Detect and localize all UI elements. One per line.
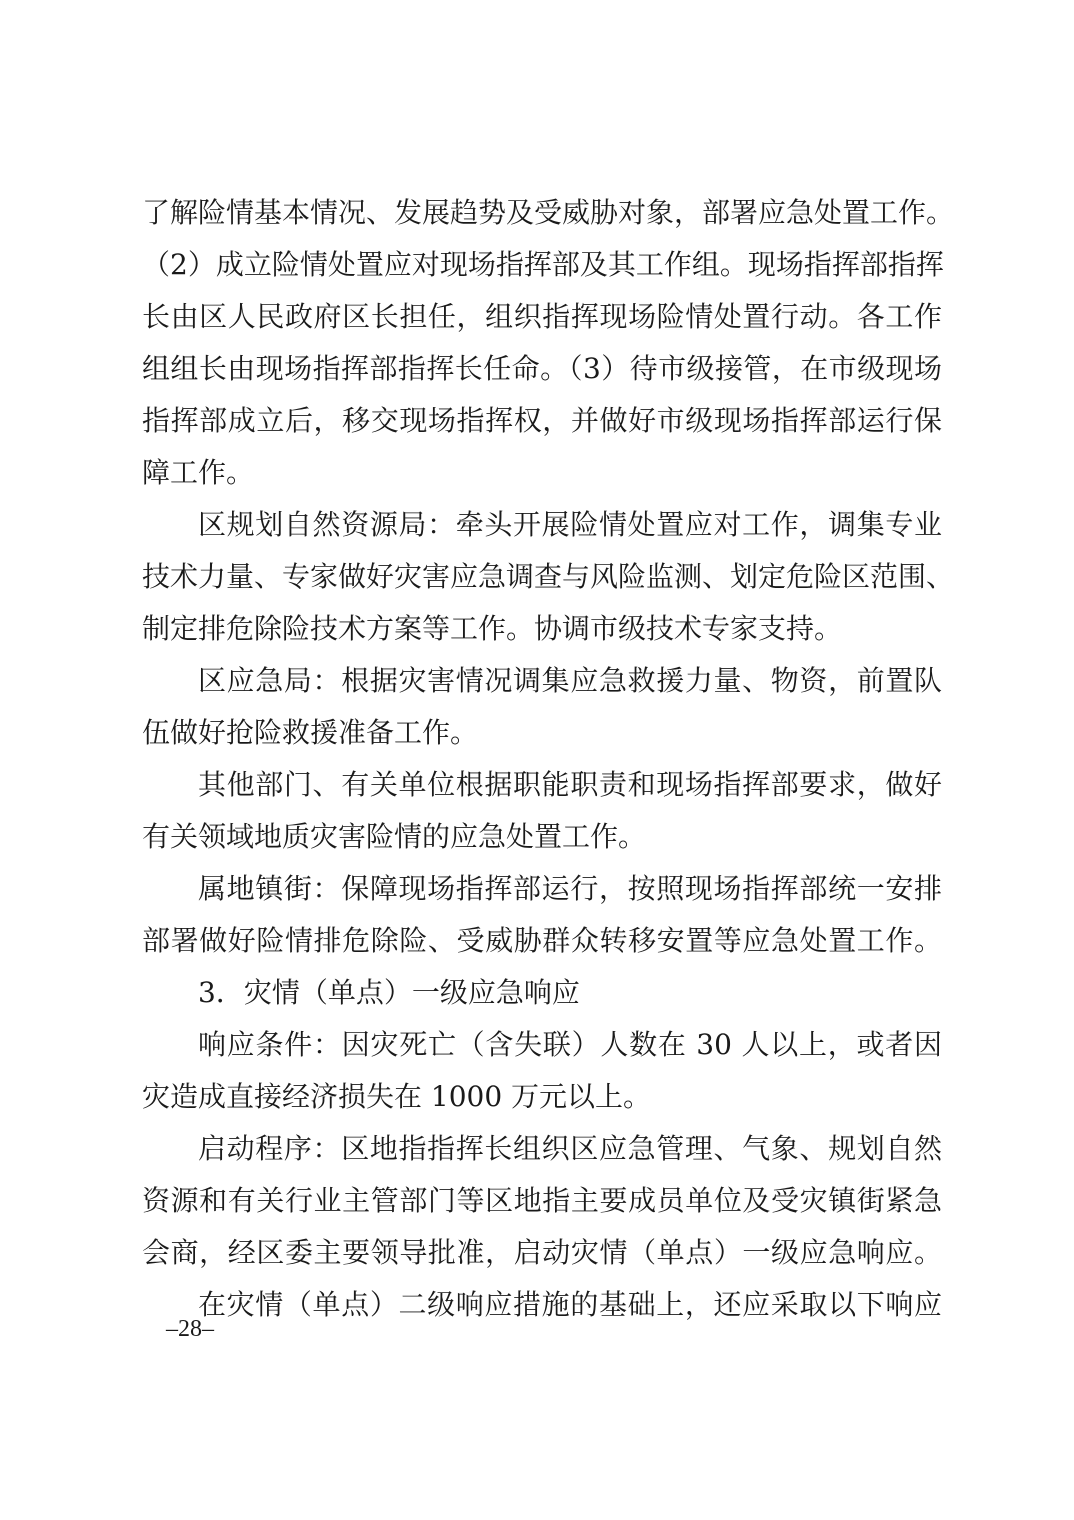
- text-line: 障工作。: [142, 456, 255, 489]
- text-line: 制定排危除险技术方案等工作。协调市级技术专家支持。: [142, 612, 843, 645]
- text-line: 伍做好抢险救援准备工作。: [142, 716, 479, 749]
- text-line: 技术力量、专家做好灾害应急调查与风险监测、划定危险区范围、: [142, 560, 955, 593]
- text-line: 有关领域地质灾害险情的应急处置工作。: [142, 820, 647, 853]
- text-line: 灾造成直接经济损失在 1000 万元以上。: [142, 1080, 652, 1113]
- text-line: 启动程序：区地指指挥长组织区应急管理、气象、规划自然: [198, 1132, 942, 1165]
- text-line: 资源和有关行业主管部门等区地指主要成员单位及受灾镇街紧急: [142, 1184, 942, 1217]
- text-line: 属地镇街：保障现场指挥部运行，按照现场指挥部统一安排: [198, 872, 942, 905]
- text-line: 组组长由现场指挥部指挥长任命。（3）待市级接管，在市级现场: [142, 352, 942, 385]
- text-line: 区规划自然资源局：牵头开展险情处置应对工作，调集专业: [198, 508, 942, 541]
- text-line: 在灾情（单点）二级响应措施的基础上，还应采取以下响应: [198, 1288, 942, 1321]
- text-line: 部署做好险情排危除险、受威胁群众转移安置等应急处置工作。: [142, 924, 942, 957]
- text-line: 了解险情基本情况、发展趋势及受威胁对象，部署应急处置工作。: [142, 196, 955, 229]
- text-line: 长由区人民政府区长担任，组织指挥现场险情处置行动。各工作: [142, 300, 942, 333]
- text-line: 区应急局：根据灾害情况调集应急救援力量、物资，前置队: [198, 664, 942, 697]
- section-heading: 3．灾情（单点）一级应急响应: [198, 976, 580, 1009]
- page-number: –28–: [166, 1316, 214, 1342]
- text-line: 指挥部成立后，移交现场指挥权，并做好市级现场指挥部运行保: [142, 404, 942, 437]
- text-line: 响应条件：因灾死亡（含失联）人数在 30 人以上，或者因: [198, 1028, 942, 1061]
- text-line: 会商，经区委主要领导批准，启动灾情（单点）一级应急响应。: [142, 1236, 942, 1269]
- text-line: （2）成立险情处置应对现场指挥部及其工作组。现场指挥部指挥: [142, 248, 944, 281]
- text-line: 其他部门、有关单位根据职能职责和现场指挥部要求，做好: [198, 768, 942, 801]
- document-body: [142, 187, 955, 1331]
